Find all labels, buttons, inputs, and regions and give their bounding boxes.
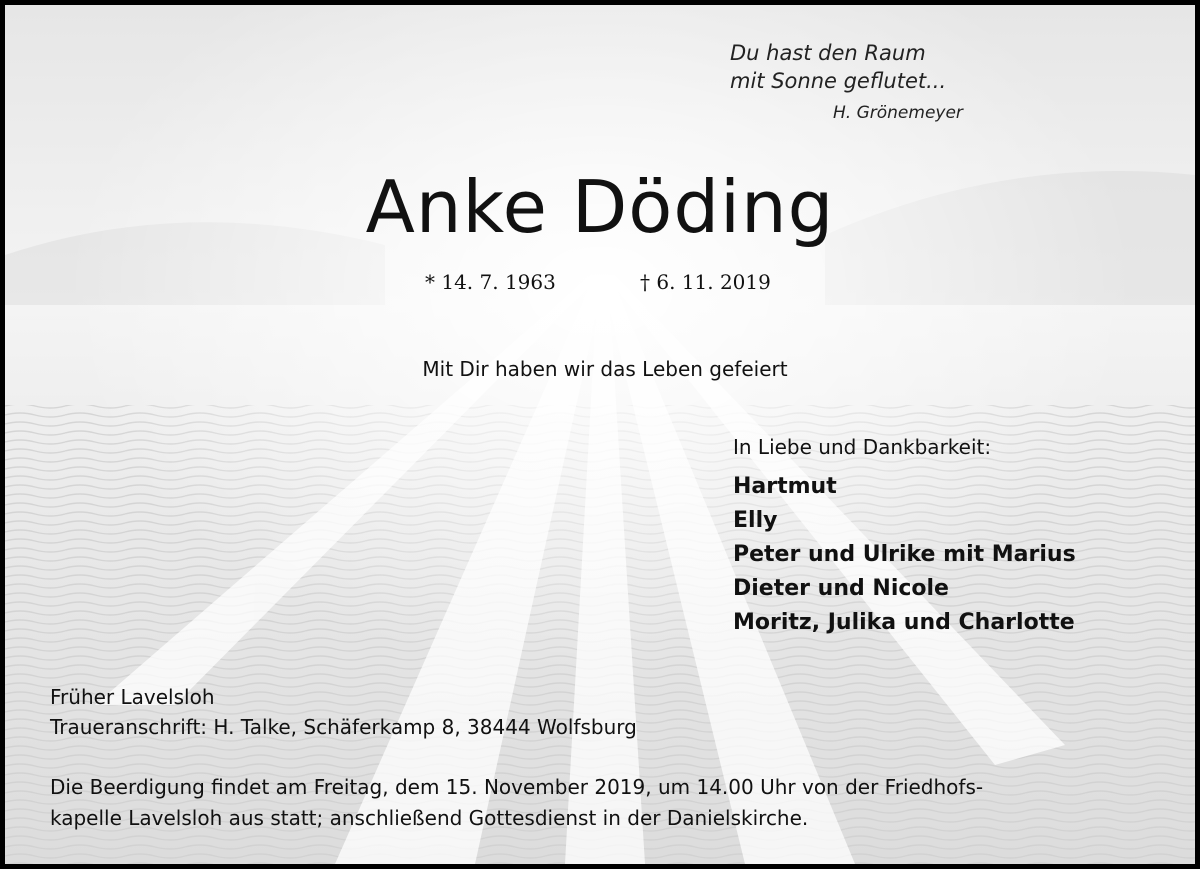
mourners-intro: In Liebe und Dankbarkeit: (733, 435, 992, 459)
motto: Mit Dir haben wir das Leben gefeiert (422, 357, 788, 381)
quote-author: H. Grönemeyer (833, 103, 963, 123)
mourner-name: Elly (733, 508, 778, 533)
quote-line-2: mit Sonne geflutet... (730, 69, 947, 93)
funeral-notice-line-1: Die Beerdigung findet am Freitag, dem 15. November 2019, um 14.00 Uhr von der Friedhofs- (50, 775, 984, 799)
birth-date: * 14. 7. 1963 (425, 270, 556, 294)
quote (730, 39, 946, 95)
mourner-name: Dieter und Nicole (733, 576, 949, 601)
death-date: † 6. 11. 2019 (640, 270, 771, 294)
quote-line-1: Du hast den Raum (730, 41, 926, 65)
mourning-address: Traueranschrift: H. Talke, Schäferkamp 8, 38444 Wolfsburg (50, 715, 637, 739)
mourner-name: Moritz, Julika und Charlotte (733, 610, 1075, 635)
mourner-name: Hartmut (733, 474, 837, 499)
mourners-list (733, 470, 1076, 640)
deceased-name: Anke Döding (365, 165, 835, 249)
funeral-notice (50, 772, 983, 834)
previous-residence: Früher Lavelsloh (50, 685, 215, 709)
funeral-notice-line-2: kapelle Lavelsloh aus statt; anschließend Gottesdienst in der Danielskirche. (50, 806, 809, 830)
mourner-name: Peter und Ulrike mit Marius (733, 542, 1076, 567)
